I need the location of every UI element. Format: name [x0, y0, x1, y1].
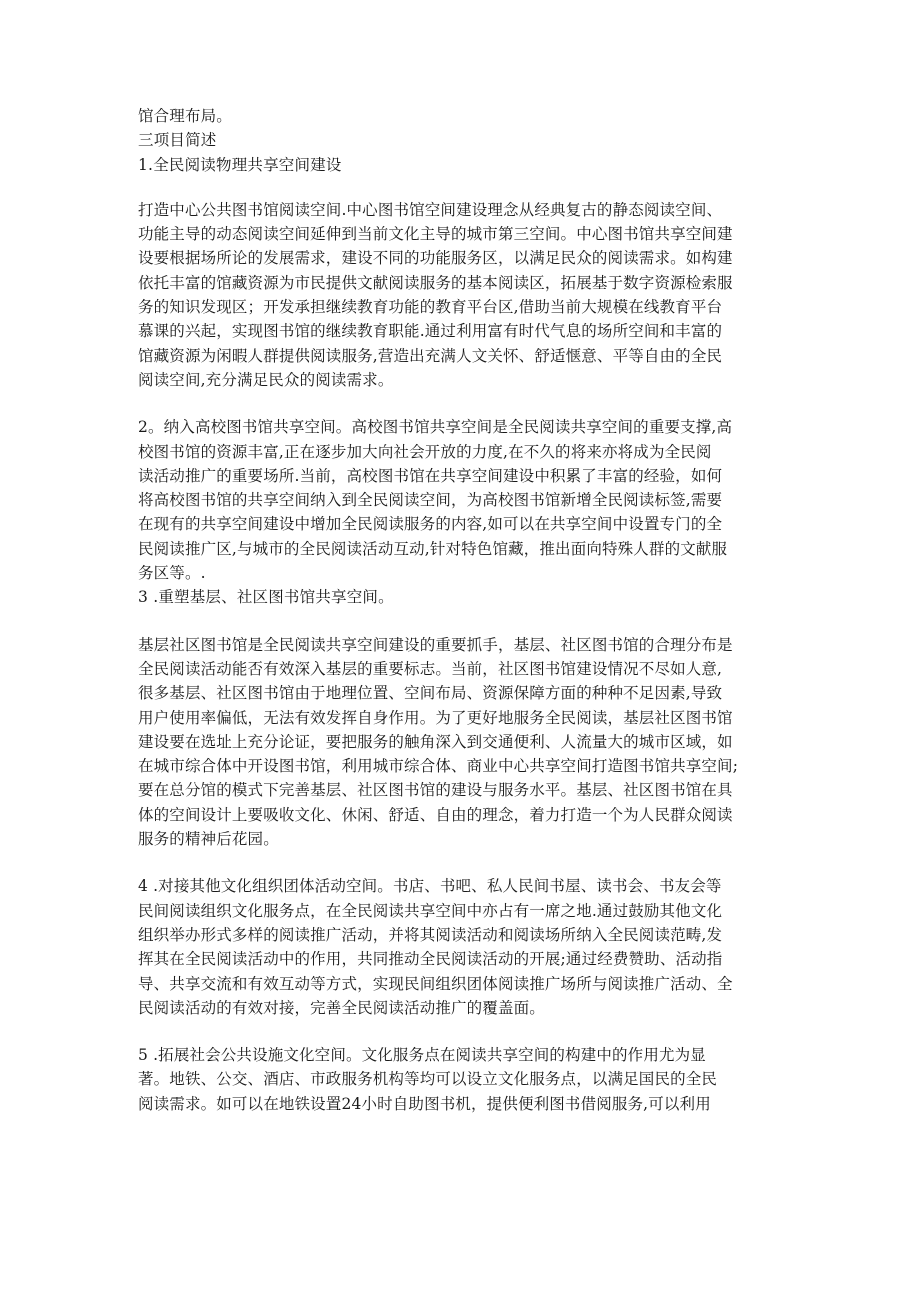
paragraph-fragment-top: 馆合理布局。 — [138, 107, 232, 125]
document-body — [138, 104, 786, 1116]
item-3-heading: 3 .重塑基层、社区图书馆共享空间。 — [138, 588, 394, 607]
item-4-body: 4 .对接其他文化组织团体活动空间。书店、书吧、私人民间书屋、读书会、书友会等 民间阅读组织文化服务点，在全民阅读共享空间中亦占有一席之地.通过鼓励其他文化 组织举办形式多样的阅读推广活动，并将其阅读活动和阅读场所纳入全民阅读范畴,发 挥其在全民阅读活动中的作用，共同推动全民阅读活动的开展;通过经费赞助、活动指 导、共享交流和有效互动等方式，实现民间组织团体阅读推广场所与阅读推广活动、全 民阅读活动的有效对接，完善全民阅读活动推广的覆盖面。 — [138, 877, 733, 1017]
item-3-body: 基层社区图书馆是全民阅读共享空间建设的重要抓手，基层、社区图书馆的合理分布是 全民阅读活动能否有效深入基层的重要标志。当前，社区图书馆建设情况不尽如人意, 很多基层、社区图书馆由于地理位置、空间布局、资源保障方面的种种不足因素,导致 用户使用率偏低，无法有效发挥自身作用。为了更好地服务全民阅读，基层社区图书馆 建设要在选址上充分论证，要把服务的触角深入到交通便利、人流量大的城市区域，如 在城市综合体中开设图书馆，利用城市综合体、商业中心共享空间打造图书馆共享空间; 要在总分馆的模式下完善基层、社区图书馆的建设与服务水平。基层、社区图书馆在具 体的空间设计上要吸收文化、休闲、舒适、自由的理念，着力打造一个为人民群众阅读 服务的精神后花园。 — [138, 635, 739, 849]
section-title: 三项目简述 — [138, 131, 217, 150]
item-2-body: 2。纳入高校图书馆共享空间。高校图书馆共享空间是全民阅读共享空间的重要支撑,高 校图书馆的资源丰富,正在逐步加大向社会开放的力度,在不久的将来亦将成为全民阅 读活动推广的重要场所.当前，高校图书馆在共享空间建设中积累了丰富的经验，如何 将高校图书馆的共享空间纳入到全民阅读空间，为高校图书馆新增全民阅读标签,需要 在现有的共享空间建设中增加全民阅读服务的内容,如可以在共享空间中设置专门的全 民阅读推广区,与城市的全民阅读活动互动,针对特色馆藏，推出面向特殊人群的文献服 务区等。. — [138, 418, 733, 583]
item-1-heading: 1.全民阅读物理共享空间建设 — [138, 155, 342, 174]
item-5-body: 5 .拓展社会公共设施文化空间。文化服务点在阅读共享空间的构建中的作用尤为显 著。地铁、公交、酒店、市政服务机构等均可以设立文化服务点，以满足国民的全民 阅读需求。如可以在地铁设置24小时自助图书机，提供便利图书借阅服务,可以利用 — [138, 1046, 718, 1113]
item-1-body: 打造中心公共图书馆阅读空间.中心图书馆空间建设理念从经典复古的静态阅读空间、 功能主导的动态阅读空间延伸到当前文化主导的城市第三空间。中心图书馆共享空间建 设要根据场所论的发展需求，建设不同的功能服务区，以满足民众的阅读需求。如构建 依托丰富的馆藏资源为市民提供文献阅读服务的基本阅读区，拓展基于数字资源检索服 务的知识发现区；开发承担继续教育功能的教育平台区,借助当前大规模在线教育平台 慕课的兴起，实现图书馆的继续教育职能.通过利用富有时代气息的场所空间和丰富的 馆藏资源为闲暇人群提供阅读服务,营造出充满人文关怀、舒适惬意、平等自由的全民 阅读空间,充分满足民众的阅读需求。 — [138, 200, 733, 389]
